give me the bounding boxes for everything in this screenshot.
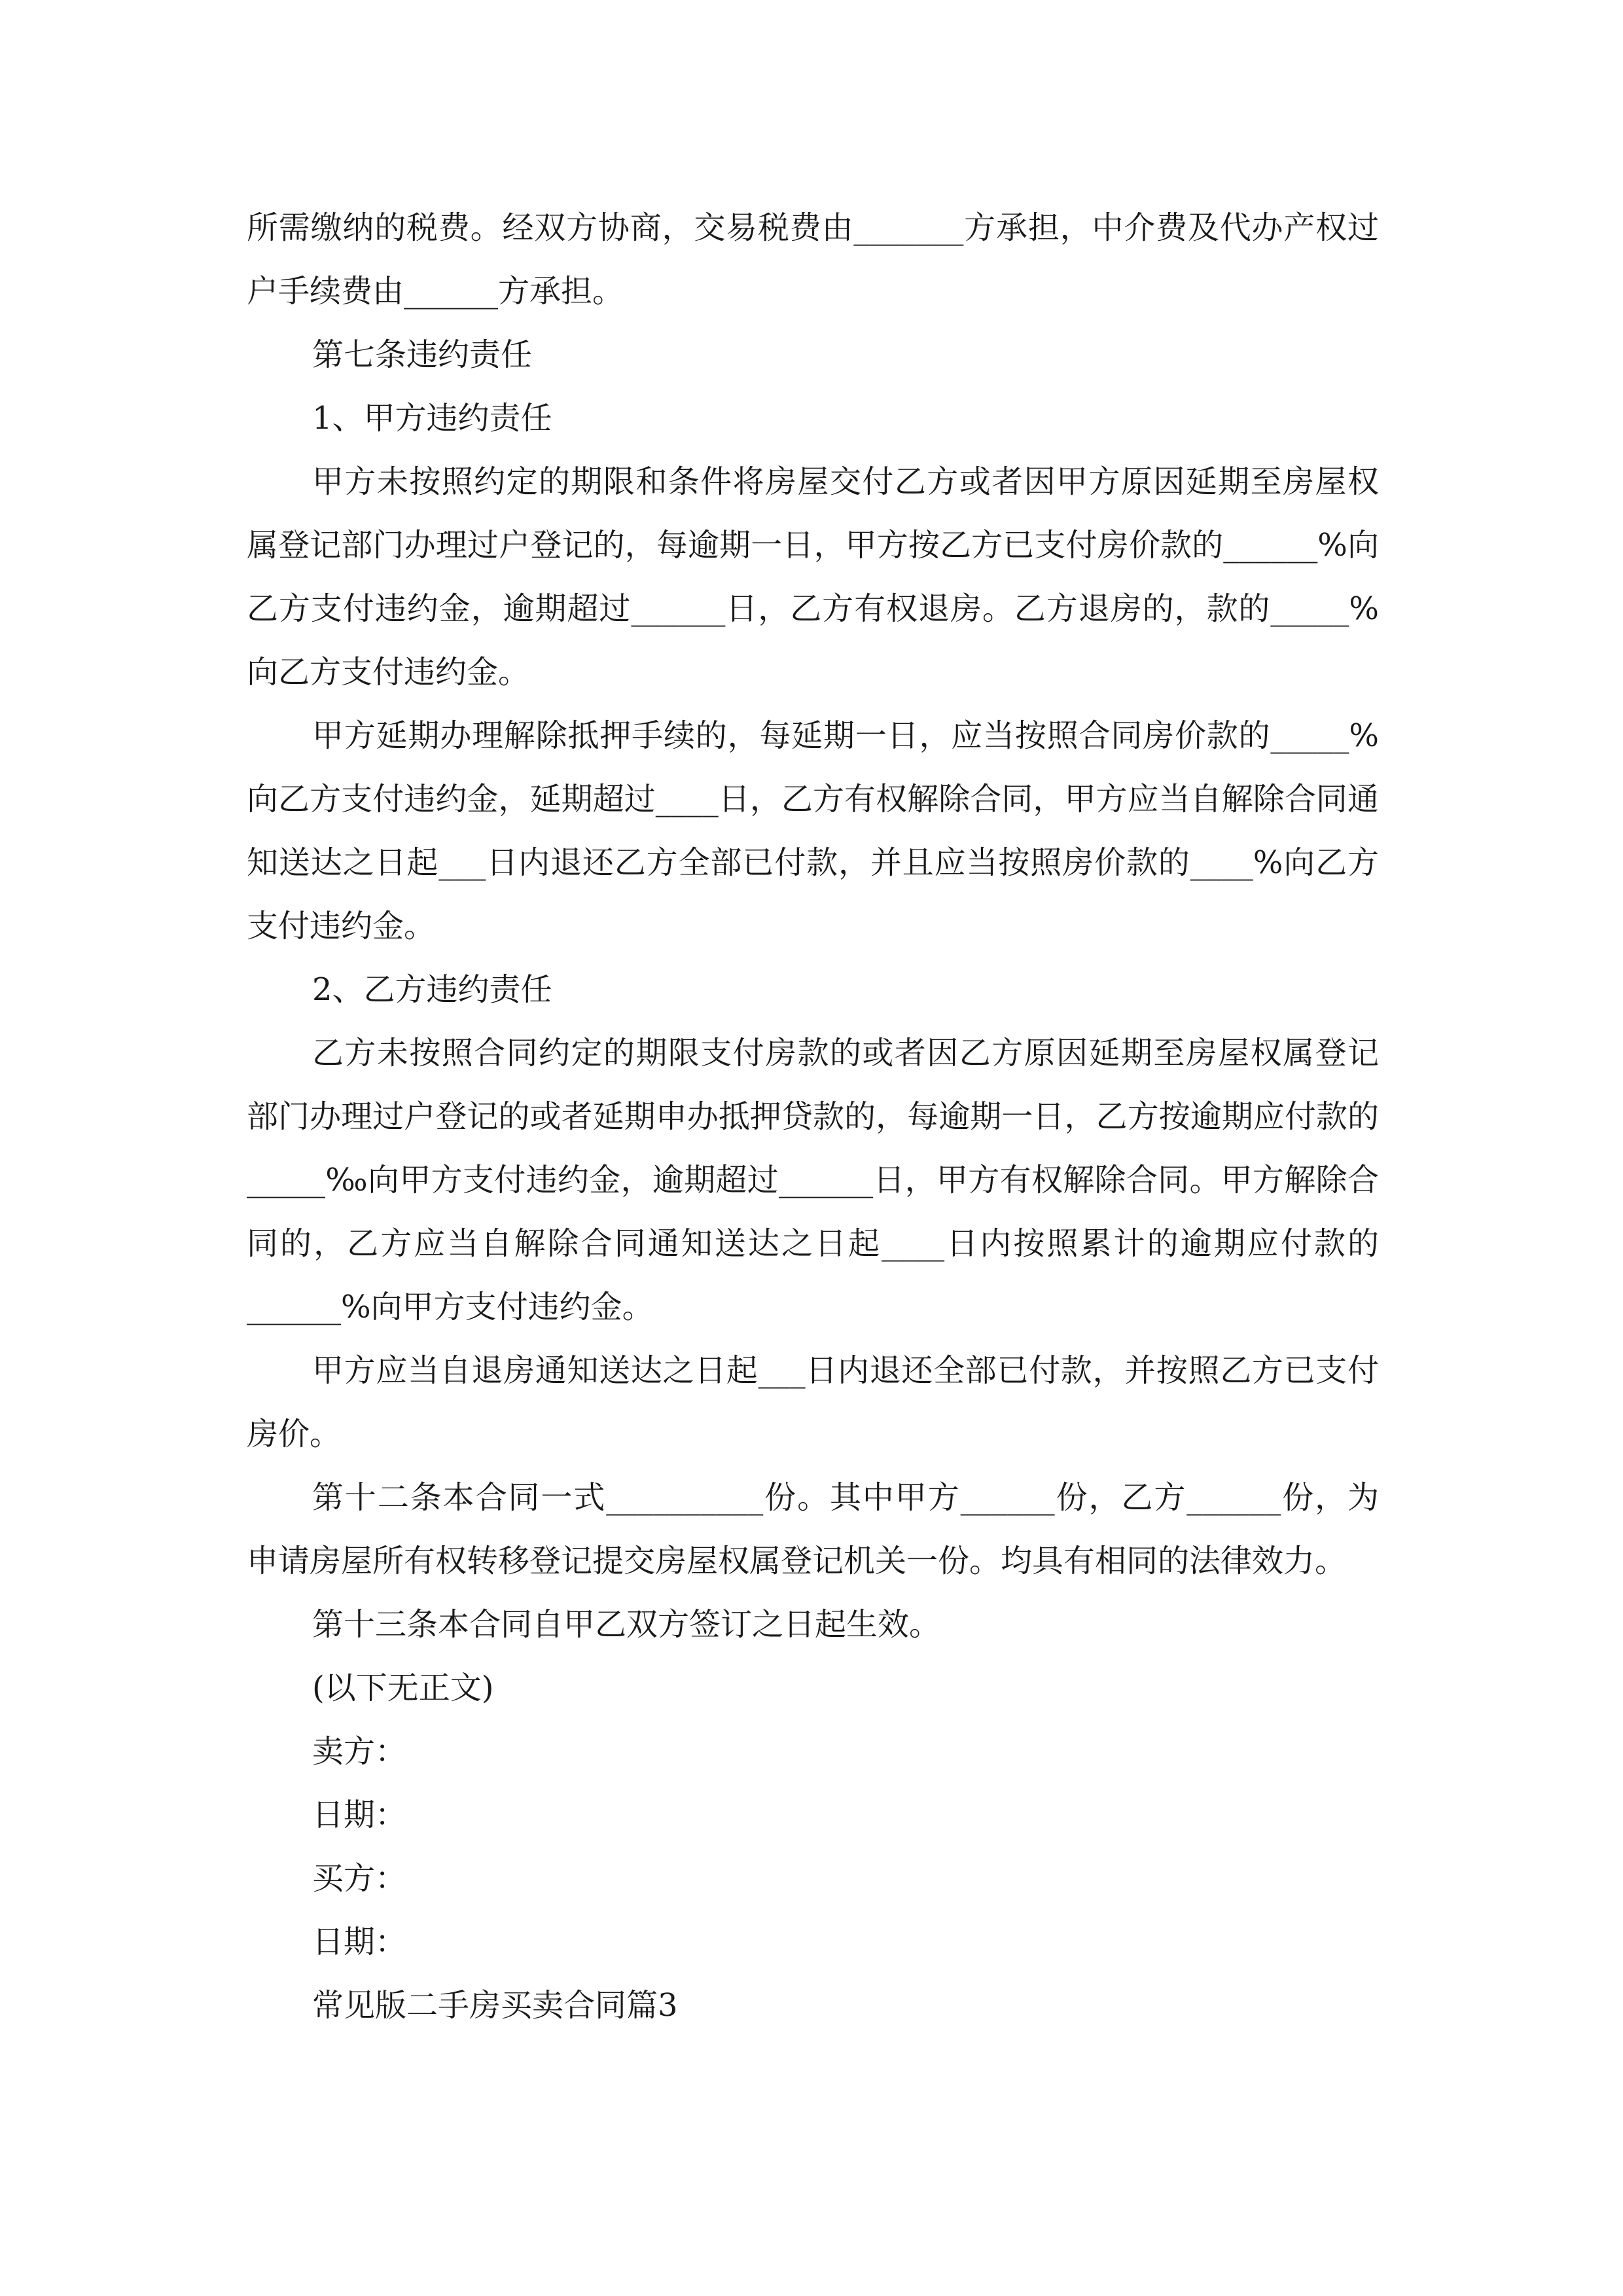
paragraph-party-b-late-payment: 乙方未按照合同约定的期限支付房款的或者因乙方原因延期至房屋权属登记部门办理过户登记的或者延期申办抵押贷款的，每逾期一日，乙方按逾期应付款的_____‰向甲方支付违约金，逾期超过______日，甲方有权解除合同。甲方解除合同的，乙方应当自解除合同通知送达之日起____日内按照累计的逾期应付款的______%向甲方支付违约金。 xyxy=(247,1035,1379,1325)
seller-date-label: 日期： xyxy=(312,1797,407,1833)
paragraph-tax-fees: 所需缴纳的税费。经双方协商，交易税费由_______方承担，中介费及代办产权过户手续费由______方承担。 xyxy=(247,209,1379,310)
article-12: 第十二条本合同一式__________份。其中甲方______份，乙方______份，为申请房屋所有权转移登记提交房屋权属登记机关一份。均具有相同的法律效力。 xyxy=(247,1479,1379,1579)
article-13: 第十三条本合同自甲乙双方签订之日起生效。 xyxy=(312,1606,941,1643)
party-a-liability-heading: 1、甲方违约责任 xyxy=(312,400,552,437)
seller-signature-label: 卖方： xyxy=(312,1733,407,1770)
buyer-signature-label: 买方： xyxy=(312,1860,407,1897)
party-b-liability-heading: 2、乙方违约责任 xyxy=(312,971,552,1008)
paragraph-party-a-late-delivery: 甲方未按照约定的期限和条件将房屋交付乙方或者因甲方原因延期至房屋权属登记部门办理过户登记的，每逾期一日，甲方按乙方已支付房价款的______%向乙方支付违约金，逾期超过______日，乙方有权退房。乙方退房的，款的_____%向乙方支付违约金。 xyxy=(247,463,1379,691)
paragraph-party-a-mortgage-release: 甲方延期办理解除抵押手续的，每延期一日，应当按照合同房价款的_____%向乙方支付违约金，延期超过____日，乙方有权解除合同，甲方应当自解除合同通知送达之日起___日内退还乙方全部已付款，并且应当按照房价款的____%向乙方支付违约金。 xyxy=(247,717,1379,944)
article-7-heading: 第七条违约责任 xyxy=(312,336,533,373)
section-title-part-3: 常见版二手房买卖合同篇3 xyxy=(312,1987,678,2024)
paragraph-refund: 甲方应当自退房通知送达之日起___日内退还全部已付款，并按照乙方已支付房价。 xyxy=(247,1352,1379,1452)
buyer-date-label: 日期： xyxy=(312,1924,407,1960)
no-further-text-note: (以下无正文) xyxy=(312,1670,494,1706)
